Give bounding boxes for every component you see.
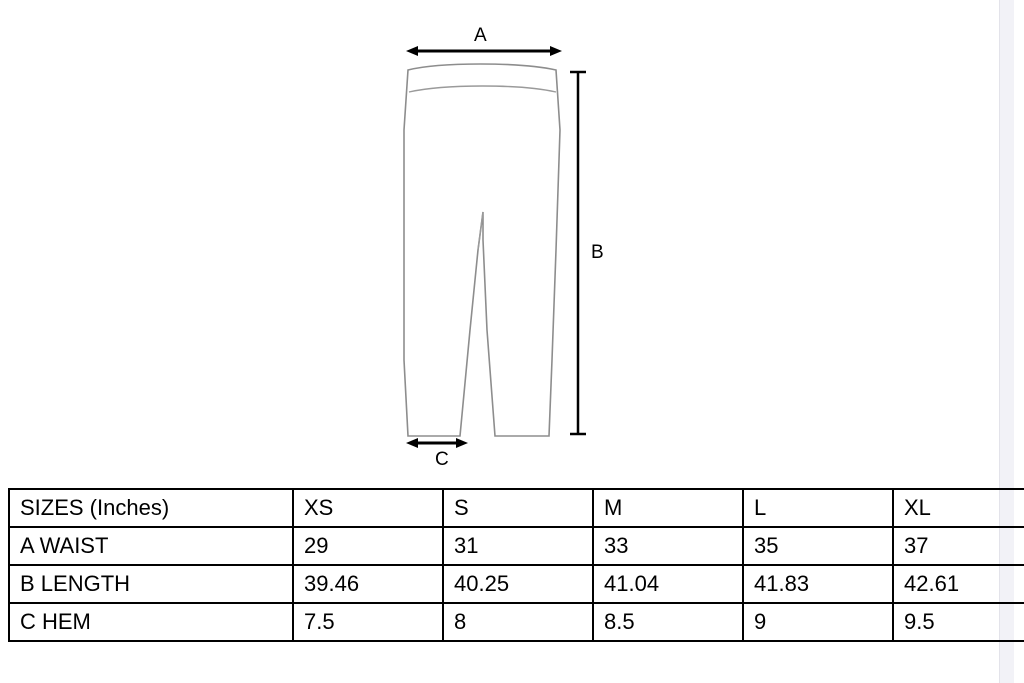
table-row <box>9 603 1024 641</box>
length-s: 40.25 <box>443 565 593 603</box>
hem-l: 9 <box>743 603 893 641</box>
table-header-l: L <box>743 489 893 527</box>
table-header-measure: SIZES (Inches) <box>9 489 293 527</box>
hem-m: 8.5 <box>593 603 743 641</box>
row-label-length: B LENGTH <box>9 565 293 603</box>
hem-s: 8 <box>443 603 593 641</box>
table-header-xs: XS <box>293 489 443 527</box>
waist-l: 35 <box>743 527 893 565</box>
hem-xs: 7.5 <box>293 603 443 641</box>
table-row <box>9 565 1024 603</box>
waist-m: 33 <box>593 527 743 565</box>
table-header-s: S <box>443 489 593 527</box>
length-xs: 39.46 <box>293 565 443 603</box>
waist-xs: 29 <box>293 527 443 565</box>
length-xl: 42.61 <box>893 565 1024 603</box>
table-header-xl: XL <box>893 489 1024 527</box>
dimension-label-c: C <box>435 449 449 470</box>
hem-xl: 9.5 <box>893 603 1024 641</box>
waist-s: 31 <box>443 527 593 565</box>
length-m: 41.04 <box>593 565 743 603</box>
pants-outline <box>404 64 560 436</box>
dimension-b-line <box>570 72 586 434</box>
table-header-m: M <box>593 489 743 527</box>
length-l: 41.83 <box>743 565 893 603</box>
dimension-label-a: A <box>474 25 487 46</box>
waist-xl: 37 <box>893 527 1024 565</box>
dimension-label-b: B <box>591 242 604 263</box>
row-label-hem: C HEM <box>9 603 293 641</box>
table-header-row <box>9 489 1024 527</box>
row-label-waist: A WAIST <box>9 527 293 565</box>
size-measurement-table <box>8 488 1024 642</box>
table-row <box>9 527 1024 565</box>
